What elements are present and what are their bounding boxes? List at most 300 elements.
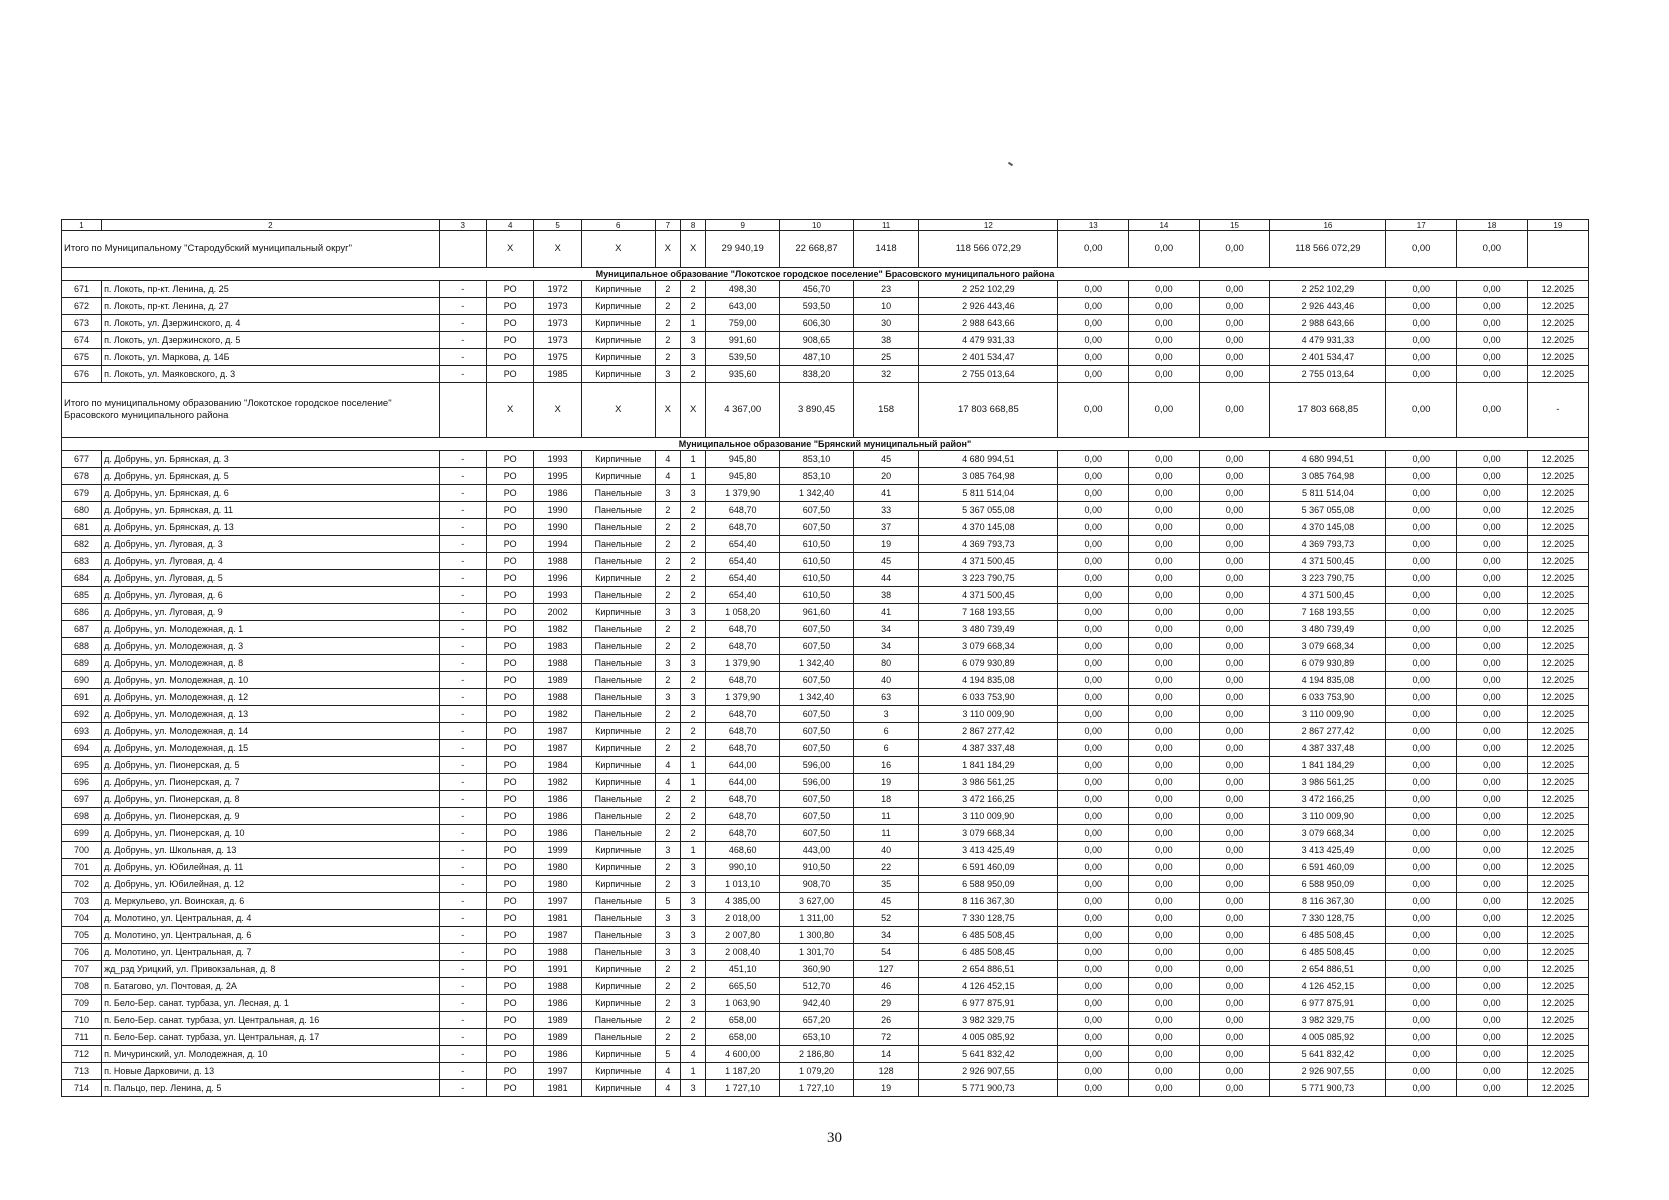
table-cell: 3 <box>655 689 680 706</box>
table-cell: 10 <box>853 298 918 315</box>
table-cell: 0,00 <box>1058 519 1129 536</box>
table-cell: Панельные <box>581 825 655 842</box>
table-cell: 2 <box>680 502 705 519</box>
table-cell: 3 079 668,34 <box>919 638 1058 655</box>
table-cell: 0,00 <box>1386 349 1457 366</box>
table-cell: 0,00 <box>1457 587 1528 604</box>
table-cell: 3 <box>680 604 705 621</box>
table-cell: 0,00 <box>1058 961 1129 978</box>
table-cell: 0,00 <box>1386 1012 1457 1029</box>
table-cell: 0,00 <box>1386 621 1457 638</box>
table-cell: 0,00 <box>1386 876 1457 893</box>
table-cell: 0,00 <box>1058 502 1129 519</box>
table-cell: 12.2025 <box>1527 451 1588 468</box>
table-cell: 0,00 <box>1457 1080 1528 1097</box>
table-cell: 12.2025 <box>1527 587 1588 604</box>
table-cell: 12.2025 <box>1527 995 1588 1012</box>
table-cell: 697 <box>62 791 102 808</box>
table-cell: 908,65 <box>780 332 854 349</box>
table-cell: 3 <box>655 842 680 859</box>
table-cell: 5 <box>655 893 680 910</box>
table-cell: 4 370 145,08 <box>1270 519 1386 536</box>
table-cell: 0,00 <box>1058 774 1129 791</box>
table-cell: 692 <box>62 706 102 723</box>
address-cell: д. Добрунь, ул. Пионерская, д. 8 <box>102 791 439 808</box>
table-cell: РО <box>486 723 533 740</box>
table-cell: 648,70 <box>706 672 780 689</box>
table-cell: 2 <box>680 706 705 723</box>
table-cell: 0,00 <box>1457 927 1528 944</box>
table-cell: 0,00 <box>1386 995 1457 1012</box>
table-cell: - <box>439 910 486 927</box>
table-cell: 682 <box>62 536 102 553</box>
table-row <box>62 825 1589 842</box>
table-cell: 12.2025 <box>1527 774 1588 791</box>
table-cell: 694 <box>62 740 102 757</box>
table-cell: Панельные <box>581 893 655 910</box>
table-cell: 1983 <box>534 638 581 655</box>
table-cell: 1996 <box>534 570 581 587</box>
table-cell: 3 <box>680 689 705 706</box>
table-cell: 0,00 <box>1457 298 1528 315</box>
total-cell: 0,00 <box>1058 231 1129 268</box>
column-number-cell: 14 <box>1129 220 1200 231</box>
table-cell: 1989 <box>534 672 581 689</box>
table-cell: 643,00 <box>706 298 780 315</box>
table-cell: Панельные <box>581 655 655 672</box>
table-row <box>62 842 1589 859</box>
table-cell: РО <box>486 587 533 604</box>
table-cell: 40 <box>853 842 918 859</box>
table-cell: 63 <box>853 689 918 706</box>
table-cell: 0,00 <box>1058 757 1129 774</box>
table-cell: РО <box>486 842 533 859</box>
table-cell: 1 342,40 <box>780 689 854 706</box>
table-row <box>62 332 1589 349</box>
table-cell: 0,00 <box>1129 944 1200 961</box>
table-cell: 607,50 <box>780 672 854 689</box>
table-cell: - <box>439 757 486 774</box>
table-cell: 0,00 <box>1058 485 1129 502</box>
table-cell: 0,00 <box>1199 723 1270 740</box>
page-number: 30 <box>827 1130 842 1146</box>
table-cell: 0,00 <box>1199 1080 1270 1097</box>
table-cell: 2 <box>680 978 705 995</box>
table-cell: 4 126 452,15 <box>919 978 1058 995</box>
table-cell: - <box>439 587 486 604</box>
table-cell: 0,00 <box>1457 281 1528 298</box>
table-cell: 708 <box>62 978 102 995</box>
table-cell: - <box>439 927 486 944</box>
total-cell: 0,00 <box>1199 231 1270 268</box>
table-cell: 6 485 508,45 <box>1270 927 1386 944</box>
table-cell: 2 <box>655 587 680 604</box>
table-cell: 6 485 508,45 <box>1270 944 1386 961</box>
table-cell: 11 <box>853 808 918 825</box>
address-cell: д. Добрунь, ул. Брянская, д. 11 <box>102 502 439 519</box>
table-cell: 0,00 <box>1199 349 1270 366</box>
table-cell: 3 079 668,34 <box>1270 825 1386 842</box>
table-cell: - <box>439 604 486 621</box>
table-cell: 3 <box>655 944 680 961</box>
table-cell: 5 <box>655 1046 680 1063</box>
table-cell: 0,00 <box>1199 927 1270 944</box>
table-cell: 3 <box>655 604 680 621</box>
table-cell: 0,00 <box>1129 468 1200 485</box>
table-cell: 0,00 <box>1058 808 1129 825</box>
table-cell: 2 252 102,29 <box>919 281 1058 298</box>
table-cell: Панельные <box>581 706 655 723</box>
table-cell: 1997 <box>534 1063 581 1080</box>
address-cell: д. Добрунь, ул. Молодежная, д. 14 <box>102 723 439 740</box>
table-cell: 12.2025 <box>1527 961 1588 978</box>
table-row <box>62 485 1589 502</box>
table-cell: Кирпичные <box>581 842 655 859</box>
table-cell: Панельные <box>581 1012 655 1029</box>
table-cell: 0,00 <box>1199 468 1270 485</box>
table-cell: 714 <box>62 1080 102 1097</box>
table-cell: 12.2025 <box>1527 723 1588 740</box>
table-cell: Панельные <box>581 791 655 808</box>
table-cell: 2 <box>680 672 705 689</box>
table-cell: 689 <box>62 655 102 672</box>
table-cell: 4 370 145,08 <box>919 519 1058 536</box>
table-cell: 1 841 184,29 <box>919 757 1058 774</box>
table-cell: 0,00 <box>1199 1046 1270 1063</box>
table-cell: 1980 <box>534 876 581 893</box>
table-cell: 1986 <box>534 825 581 842</box>
address-cell: д. Добрунь, ул. Молодежная, д. 3 <box>102 638 439 655</box>
column-number-cell: 5 <box>534 220 581 231</box>
table-cell: 0,00 <box>1386 672 1457 689</box>
table-cell: 0,00 <box>1199 485 1270 502</box>
total-cell: 17 803 668,85 <box>1270 383 1386 438</box>
table-cell: 671 <box>62 281 102 298</box>
table-cell: 4 479 931,33 <box>919 332 1058 349</box>
table-cell: 12.2025 <box>1527 740 1588 757</box>
table-cell: 699 <box>62 825 102 842</box>
table-cell: - <box>439 672 486 689</box>
table-cell: РО <box>486 944 533 961</box>
table-cell: 673 <box>62 315 102 332</box>
table-cell: 0,00 <box>1058 723 1129 740</box>
table-cell: 910,50 <box>780 859 854 876</box>
table-row <box>62 808 1589 825</box>
table-cell: 0,00 <box>1058 281 1129 298</box>
total-row <box>62 231 1589 268</box>
table-cell: 4 680 994,51 <box>1270 451 1386 468</box>
total-cell: Х <box>534 383 581 438</box>
table-cell: 2 <box>655 570 680 587</box>
table-row <box>62 859 1589 876</box>
table-cell: 607,50 <box>780 638 854 655</box>
table-cell: 0,00 <box>1129 978 1200 995</box>
table-cell: 838,20 <box>780 366 854 383</box>
table-cell: 0,00 <box>1199 995 1270 1012</box>
table-cell: 935,60 <box>706 366 780 383</box>
table-cell: 20 <box>853 468 918 485</box>
column-number-cell: 19 <box>1527 220 1588 231</box>
table-cell: 0,00 <box>1199 740 1270 757</box>
address-cell: д. Добрунь, ул. Пионерская, д. 7 <box>102 774 439 791</box>
table-cell: 607,50 <box>780 621 854 638</box>
table-cell: 2 <box>655 859 680 876</box>
table-cell: 0,00 <box>1129 1029 1200 1046</box>
table-cell: 3 <box>655 366 680 383</box>
table-cell: Кирпичные <box>581 961 655 978</box>
table-cell: 2 <box>655 519 680 536</box>
table-row <box>62 791 1589 808</box>
table-cell: 6 588 950,09 <box>1270 876 1386 893</box>
table-cell: 1 <box>680 451 705 468</box>
scan-speck <box>1008 162 1013 167</box>
table-cell: Панельные <box>581 808 655 825</box>
table-cell: Кирпичные <box>581 1046 655 1063</box>
table-cell: 3 079 668,34 <box>919 825 1058 842</box>
table-cell: 3 <box>680 655 705 672</box>
table-cell: 12.2025 <box>1527 366 1588 383</box>
table-cell: 0,00 <box>1129 995 1200 1012</box>
column-number-cell: 15 <box>1199 220 1270 231</box>
table-cell: 908,70 <box>780 876 854 893</box>
table-cell: 6 079 930,89 <box>919 655 1058 672</box>
table-cell: 2 <box>680 723 705 740</box>
table-cell: 1995 <box>534 468 581 485</box>
table-cell: 2 <box>655 638 680 655</box>
table-cell: 0,00 <box>1386 468 1457 485</box>
table-cell: РО <box>486 1046 533 1063</box>
table-cell: 539,50 <box>706 349 780 366</box>
table-cell: РО <box>486 978 533 995</box>
table-cell: 2 867 277,42 <box>1270 723 1386 740</box>
table-cell: 0,00 <box>1199 1012 1270 1029</box>
table-cell: - <box>439 774 486 791</box>
table-cell: 677 <box>62 451 102 468</box>
table-cell: 2 <box>680 536 705 553</box>
table-cell: 3 <box>655 927 680 944</box>
table-cell: 34 <box>853 621 918 638</box>
table-cell: 5 641 832,42 <box>919 1046 1058 1063</box>
table-cell: 700 <box>62 842 102 859</box>
table-cell: 648,70 <box>706 502 780 519</box>
table-cell: 0,00 <box>1058 1080 1129 1097</box>
table-cell: 2 654 886,51 <box>919 961 1058 978</box>
address-cell: д. Добрунь, ул. Брянская, д. 5 <box>102 468 439 485</box>
table-cell: 0,00 <box>1386 570 1457 587</box>
table-cell: 2 <box>655 1029 680 1046</box>
table-cell: 0,00 <box>1199 859 1270 876</box>
table-cell: 16 <box>853 757 918 774</box>
table-cell: 0,00 <box>1199 519 1270 536</box>
table-cell: 2 <box>680 638 705 655</box>
table-cell: 3 <box>680 910 705 927</box>
table-cell: - <box>439 502 486 519</box>
table-cell: РО <box>486 315 533 332</box>
table-cell: 0,00 <box>1058 451 1129 468</box>
table-cell: 12.2025 <box>1527 519 1588 536</box>
table-cell: 0,00 <box>1199 893 1270 910</box>
total-cell: 0,00 <box>1457 383 1528 438</box>
table-cell: 1 841 184,29 <box>1270 757 1386 774</box>
table-cell: РО <box>486 740 533 757</box>
table-cell: 2 926 907,55 <box>919 1063 1058 1080</box>
table-cell: 30 <box>853 315 918 332</box>
table-cell: 674 <box>62 332 102 349</box>
table-cell: 0,00 <box>1129 298 1200 315</box>
table-cell: 2 <box>655 536 680 553</box>
table-cell: 3 085 764,98 <box>1270 468 1386 485</box>
table-cell: 0,00 <box>1199 502 1270 519</box>
table-cell: 695 <box>62 757 102 774</box>
table-cell: 648,70 <box>706 706 780 723</box>
table-row <box>62 638 1589 655</box>
table-cell: 0,00 <box>1386 1080 1457 1097</box>
table-cell: 945,80 <box>706 451 780 468</box>
table-cell: 12.2025 <box>1527 655 1588 672</box>
table-cell: 0,00 <box>1386 281 1457 298</box>
table-cell: 41 <box>853 485 918 502</box>
column-number-cell: 13 <box>1058 220 1129 231</box>
table-cell: 4 126 452,15 <box>1270 978 1386 995</box>
table-row <box>62 706 1589 723</box>
total-cell: Х <box>680 231 705 268</box>
table-cell: 4 <box>655 774 680 791</box>
table-cell: 12.2025 <box>1527 1012 1588 1029</box>
column-number-cell: 9 <box>706 220 780 231</box>
table-cell: 654,40 <box>706 536 780 553</box>
table-cell: 0,00 <box>1129 621 1200 638</box>
table-cell: 0,00 <box>1199 774 1270 791</box>
column-number-cell: 4 <box>486 220 533 231</box>
table-cell: 4 005 085,92 <box>1270 1029 1386 1046</box>
table-cell: 2 <box>680 740 705 757</box>
table-cell: 2 <box>655 672 680 689</box>
table-cell: 596,00 <box>780 757 854 774</box>
table-cell: 3 982 329,75 <box>919 1012 1058 1029</box>
table-cell: 1990 <box>534 502 581 519</box>
table-cell: 691 <box>62 689 102 706</box>
table-row <box>62 774 1589 791</box>
table-row <box>62 1063 1589 1080</box>
table-cell: 0,00 <box>1386 519 1457 536</box>
table-cell: 0,00 <box>1058 1012 1129 1029</box>
table-cell: 0,00 <box>1386 638 1457 655</box>
table-cell: РО <box>486 468 533 485</box>
table-cell: 1 727,10 <box>780 1080 854 1097</box>
address-cell: п. Локоть, ул. Дзержинского, д. 5 <box>102 332 439 349</box>
table-cell: 0,00 <box>1386 723 1457 740</box>
table-cell: 2002 <box>534 604 581 621</box>
table-cell: Панельные <box>581 485 655 502</box>
table-cell: 12.2025 <box>1527 689 1588 706</box>
table-cell: 606,30 <box>780 315 854 332</box>
table-cell: 1 <box>680 468 705 485</box>
table-cell: 1 300,80 <box>780 927 854 944</box>
table-cell: 0,00 <box>1386 944 1457 961</box>
address-cell: д. Добрунь, ул. Молодежная, д. 8 <box>102 655 439 672</box>
table-cell: 0,00 <box>1129 1063 1200 1080</box>
table-cell: 1 <box>680 315 705 332</box>
table-cell: - <box>439 706 486 723</box>
table-cell: - <box>439 859 486 876</box>
table-cell: 607,50 <box>780 723 854 740</box>
table-cell: 0,00 <box>1058 553 1129 570</box>
table-cell: 0,00 <box>1058 876 1129 893</box>
table-cell: Кирпичные <box>581 451 655 468</box>
table-cell: Кирпичные <box>581 332 655 349</box>
table-cell: 0,00 <box>1386 825 1457 842</box>
table-cell: Кирпичные <box>581 468 655 485</box>
table-cell: 0,00 <box>1386 893 1457 910</box>
address-cell: п. Пальцо, пер. Ленина, д. 5 <box>102 1080 439 1097</box>
table-cell: 709 <box>62 995 102 1012</box>
table-cell: 3 <box>680 893 705 910</box>
table-cell: - <box>439 1046 486 1063</box>
total-cell: 0,00 <box>1457 231 1528 268</box>
table-cell: - <box>439 621 486 638</box>
table-cell: 648,70 <box>706 740 780 757</box>
table-cell: 3 110 009,90 <box>919 706 1058 723</box>
table-cell: 3 223 790,75 <box>919 570 1058 587</box>
table-cell: 34 <box>853 638 918 655</box>
table-cell: 0,00 <box>1457 570 1528 587</box>
table-cell: 0,00 <box>1199 536 1270 553</box>
table-cell: 0,00 <box>1457 706 1528 723</box>
table-cell: РО <box>486 808 533 825</box>
table-cell: РО <box>486 672 533 689</box>
table-row <box>62 468 1589 485</box>
table-cell: 2 <box>655 332 680 349</box>
section-header-row <box>62 268 1589 281</box>
table-cell: 2 <box>655 1012 680 1029</box>
table-cell: РО <box>486 774 533 791</box>
address-cell: д. Добрунь, ул. Молодежная, д. 12 <box>102 689 439 706</box>
table-cell: - <box>439 723 486 740</box>
table-cell: 0,00 <box>1457 536 1528 553</box>
table-cell: Кирпичные <box>581 349 655 366</box>
table-cell: 0,00 <box>1199 332 1270 349</box>
column-number-cell: 16 <box>1270 220 1386 231</box>
table-row <box>62 655 1589 672</box>
total-cell: 17 803 668,85 <box>919 383 1058 438</box>
table-cell: 0,00 <box>1129 825 1200 842</box>
address-cell: п. Локоть, ул. Дзержинского, д. 4 <box>102 315 439 332</box>
table-cell: 3 <box>680 349 705 366</box>
table-cell: 1988 <box>534 689 581 706</box>
table-cell: 45 <box>853 893 918 910</box>
table-cell: 1972 <box>534 281 581 298</box>
table-cell: 648,70 <box>706 638 780 655</box>
table-cell: 1973 <box>534 315 581 332</box>
table-cell: 0,00 <box>1457 502 1528 519</box>
table-cell: 1986 <box>534 485 581 502</box>
total-cell: Х <box>655 383 680 438</box>
table-cell: 12.2025 <box>1527 621 1588 638</box>
table-cell: 2 926 443,46 <box>919 298 1058 315</box>
table-cell: 648,70 <box>706 825 780 842</box>
table-cell: РО <box>486 298 533 315</box>
table-cell: 6 588 950,09 <box>919 876 1058 893</box>
table-cell: 678 <box>62 468 102 485</box>
table-cell: 2 <box>655 553 680 570</box>
table-row <box>62 553 1589 570</box>
table-cell: 3 <box>680 332 705 349</box>
table-cell: 1993 <box>534 587 581 604</box>
table-cell: 853,10 <box>780 468 854 485</box>
table-cell: 2 <box>655 995 680 1012</box>
table-cell: 2 007,80 <box>706 927 780 944</box>
table-cell: 0,00 <box>1058 570 1129 587</box>
